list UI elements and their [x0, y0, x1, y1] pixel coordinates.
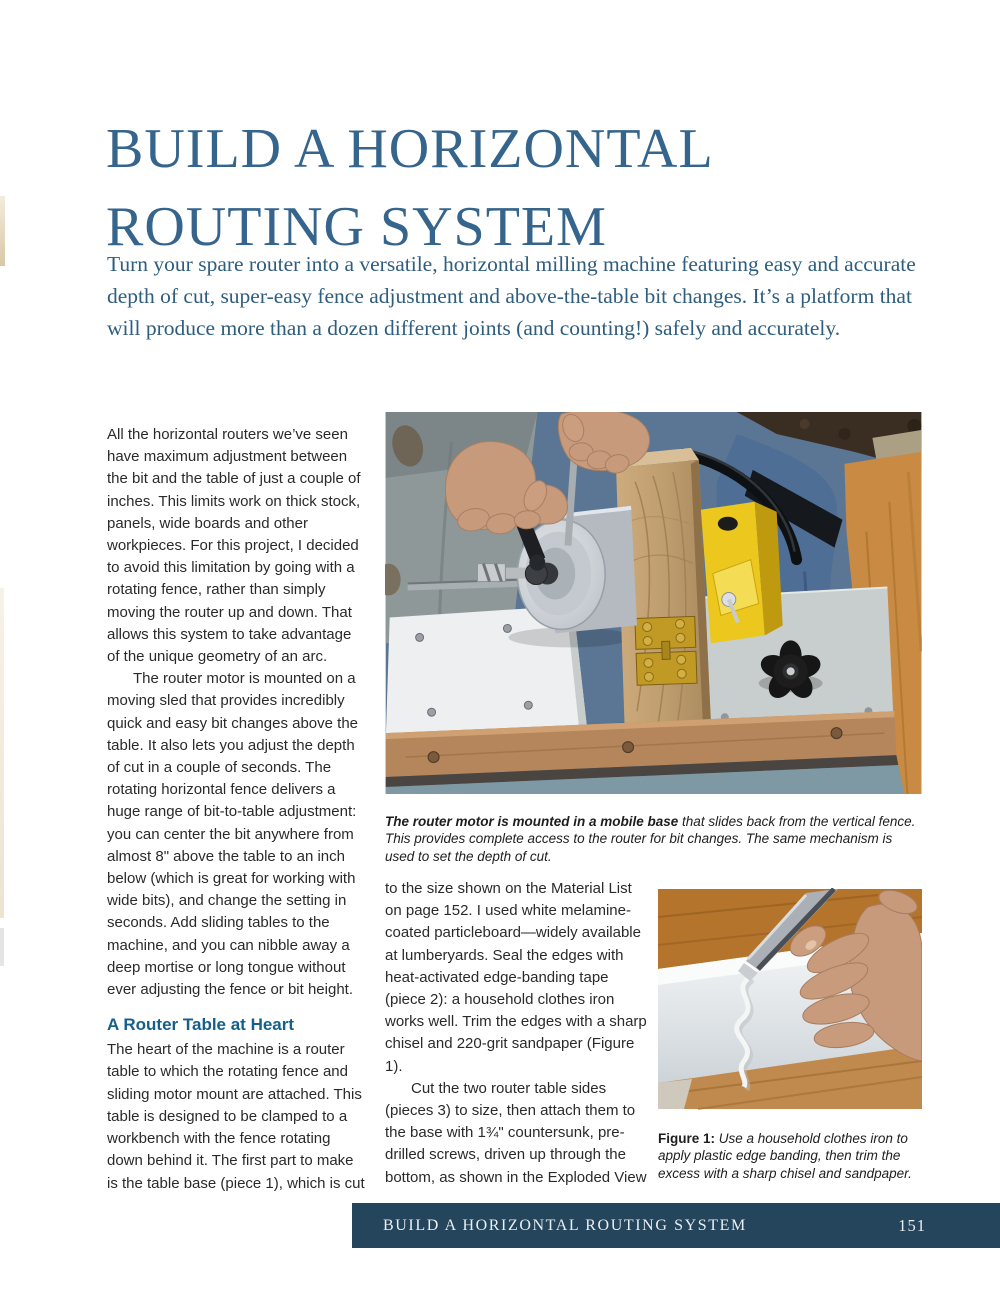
main-photo-caption-rest: that slides back from the vertical fence. This provides complete access to the router for bit changes. The same mechanism is used to set the depth of cut. — [385, 813, 916, 864]
body-paragraph: All the horizontal routers we’ve seen have maximum adjustment between the bit and the table of just a couple of inches. This limits work on thick stock, panels, wide boards and other workpieces. For this project, I decided to avoid this limitation by going with a rotating fence, rather than simply moving the router up and down. That allows this system to take advantage of the unique geometry of an arc. — [107, 426, 361, 666]
page-title-line1: BUILD A HORIZONTAL — [106, 117, 714, 180]
body-column-2 — [385, 878, 648, 1189]
figure1-caption-text: Use a household clothes iron to apply plastic edge banding, then trim the excess with a sharp chisel and sandpaper. — [658, 1130, 912, 1181]
footer-running-title: BUILD A HORIZONTAL ROUTING SYSTEM — [383, 1216, 747, 1234]
figure1-label: Figure 1: — [658, 1130, 716, 1146]
page-title-line2: ROUTING SYSTEM — [106, 195, 607, 258]
main-photo-caption — [385, 813, 925, 866]
scan-edge-artifact — [0, 588, 4, 918]
figure1-illustration — [658, 888, 922, 1110]
body-paragraph: to the size shown on the Material List on page 152. I used white melamine-coated particleboard—widely available at lumberyards. Seal the edges with heat-activated edge-banding tape (piece 2): a household clothes iron works well. Trim the edges with a sharp chisel and 220-grit sandpaper (Figure 1). — [385, 880, 647, 1075]
figure1-photo — [658, 888, 922, 1110]
body-column-1 — [107, 424, 367, 1195]
main-photo — [385, 412, 922, 794]
scan-edge-artifact — [0, 928, 4, 966]
yellow-clamp — [701, 502, 783, 644]
scan-edge-artifact — [0, 196, 5, 266]
footer-page-number: 151 — [898, 1215, 926, 1235]
body-paragraph: Cut the two router table sides (pieces 3) to size, then attach them to the base with 1¾" countersunk, pre-drilled screws, driven up through the bottom, as shown in the Exploded View — [385, 1079, 647, 1186]
section-subhead: A Router Table at Heart — [107, 1015, 295, 1035]
page-title — [106, 110, 946, 266]
main-photo-caption-lead: The router motor is mounted in a mobile base — [385, 813, 679, 829]
intro-paragraph: Turn your spare router into a versatile, horizontal milling machine featuring easy and accurate depth of cut, super-easy fence adjustment and above-the-table bit changes. It’s a platform that will produce more than a dozen different joints (and counting!) safely and accurately. — [107, 251, 916, 340]
body-paragraph: The heart of the machine is a router table to which the rotating fence and sliding motor mount are attached. This table is designed to be clamped to a workbench with the fence rotating down behind it. The first part to make is the table base (piece 1), which is cut — [107, 1041, 365, 1192]
footer-bar — [352, 1203, 1000, 1248]
body-paragraph: The router motor is mounted on a moving sled that provides incredibly quick and easy bit changes above the table. It also lets you adjust the depth of cut in a couple of seconds. The rotating horizontal fence delivers a huge range of bit-to-table adjustment: you can center the bit anywhere from almost 8" above the table to an inch below (which is great for working with wide bits), and change the setting in seconds. Add sliding tables to the machine, and you can nibble away a deep mortise or long tongue without ever adjusting the fence or bit height. — [107, 670, 359, 999]
main-photo-illustration — [385, 412, 922, 794]
figure1-caption — [658, 1130, 926, 1183]
